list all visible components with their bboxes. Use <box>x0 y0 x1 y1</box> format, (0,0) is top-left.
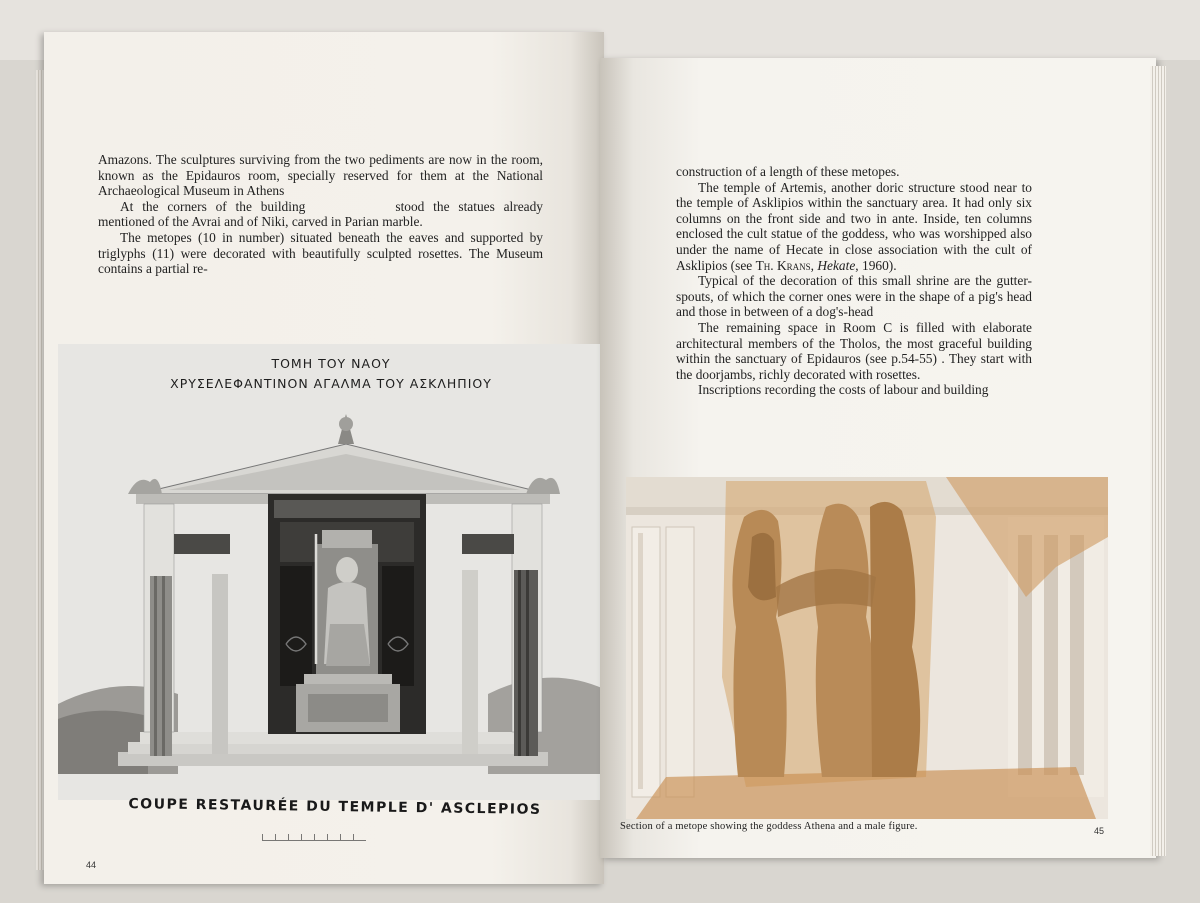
scale-bar <box>262 834 366 841</box>
left-paragraph-2-start: At the corners of the building <box>120 198 306 214</box>
right-page-edges <box>1150 66 1166 856</box>
temple-section-drawing <box>58 344 604 800</box>
left-paragraph-3: The metopes (10 in number) situated beneath the eaves and supported by triglyphs (11) were decorated with beautifully sculpted rosettes. The Museum contains a partial re- <box>98 229 543 277</box>
citation-work: Hekate <box>817 257 856 273</box>
left-paragraph-2 <box>98 199 543 230</box>
right-paragraph-2-text: The temple of Artemis, another doric structure stood near to the temple of Asklipios within the sanctuary area. It had only six columns on the front side and two in ante. Inside, ten columns enclosed the cult statue of the goddess, who was worshipped also under the name of Hecate in close association with the cult of Asklipios (see <box>676 179 1032 273</box>
left-paragraph-1: Amazons. The sculptures surviving from the two pediments are now in the room, known as the Epidauros room, specially reserved for them at the National Archaeological Museum in Athens <box>98 152 543 199</box>
left-page-text <box>98 152 543 277</box>
right-paragraph-2 <box>676 180 1032 274</box>
right-paragraph-5: Inscriptions recording the costs of labour and building <box>698 382 989 398</box>
citation-author: Th. Krans, <box>755 257 815 273</box>
right-paragraph-1: construction of a length of these metopes. <box>676 164 900 179</box>
metope-photo <box>626 477 1108 819</box>
figure-greek-title-line-2: ΧΡΥΣΕΛΕΦΑΝΤΙΝΟΝ ΑΓΑΛΜΑ ΤΟΥ ΑΣΚΛΗΠΙΟΥ <box>170 376 492 391</box>
photo-caption: Section of a metope showing the goddess Athena and a male figure. <box>620 821 918 832</box>
right-page-text <box>676 164 1032 398</box>
figure-caption: COUPE RESTAURÉE DU TEMPLE D' ASCLEPIOS <box>128 796 542 818</box>
right-paragraph-4: The remaining space in Room C is filled with elaborate architectural members of the Tholos, the most graceful building within the sanctuary of Epidauros (see p.54-55) . They start with the doorjambs, richly decorated with rosettes. <box>676 319 1032 382</box>
citation-year: , 1960). <box>855 257 897 273</box>
page-number-left: 44 <box>86 860 97 870</box>
page-number-right: 45 <box>1094 826 1105 836</box>
right-paragraph-3: Typical of the decoration of this small shrine are the gutter-spouts, of which the corner ones were in the shape of a pig's head and those in between of a dog's-head <box>676 273 1032 320</box>
figure-greek-title-line-1: ΤΟΜΗ ΤΟΥ ΝΑΟΥ <box>271 356 391 371</box>
left-paragraph-2-end: stood the statues already mentioned of the Avrai and of Niki, carved in Parian marble. <box>98 198 544 230</box>
